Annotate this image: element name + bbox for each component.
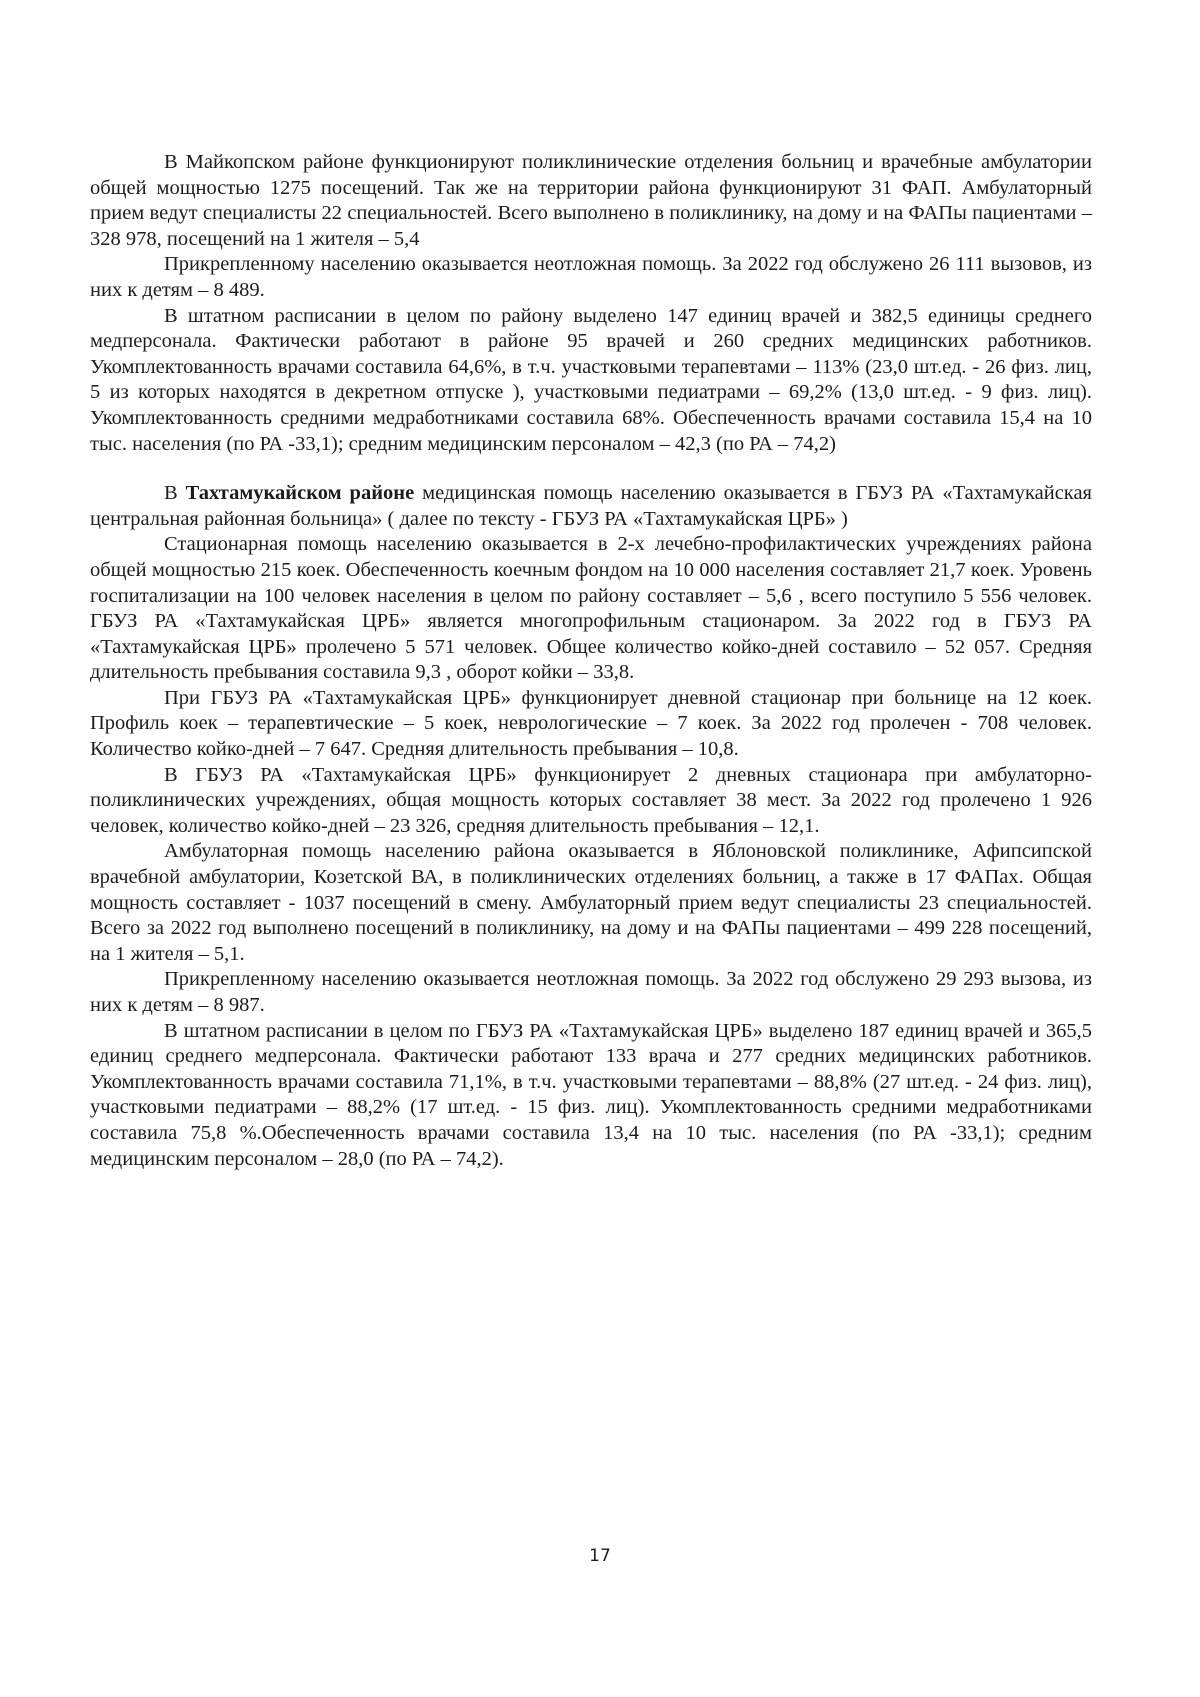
page-number: 17	[589, 1546, 611, 1566]
paragraph-outpatient: Амбулаторная помощь населению района оказывается в Яблоновской поликлинике, Афипсипской врачебной амбулатории, Козетской ВА, в поликлинических отделениях больниц, а также в 17 ФАПах. Общая мощность составляет - 1037 посещений в смену. Амбулаторный прием ведут специалисты 23 специальностей. Всего за 2022 год выполнено посещений в поликлинику, на дому и на ФАПы пациентами – 499 228 посещений, на 1 жителя – 5,1.	[90, 840, 1092, 965]
paragraph-maikop-outpatient: В Майкопском районе функционируют поликлинические отделения больниц и врачебные амбулатории общей мощностью 1275 посещений. Так же на территории района функционируют 31 ФАП. Амбулаторный прием ведут специалисты 22 специальностей. Всего выполнено в поликлинику, на дому и на ФАПы пациентами – 328 978, посещений на 1 жителя – 5,4	[90, 151, 1092, 250]
paragraph-takhtamukay-intro	[90, 481, 1092, 532]
section-lead: В	[164, 482, 186, 505]
section-gap	[90, 457, 1092, 481]
paragraph-inpatient: Стационарная помощь населению оказывается в 2-х лечебно-профилактических учреждениях района общей мощностью 215 коек. Обеспеченность коечным фондом на 10 000 населения составляет 21,7 коек. Уровень госпитализации на 100 человек населения в целом по району составляет – 5,6 , всего поступило 5 556 человек. ГБУЗ РА «Тахтамукайская ЦРБ» является многопрофильным стационаром. За 2022 год в ГБУЗ РА «Тахтамукайская ЦРБ» пролечено 5 571 человек. Общее количество койко-дней составило – 52 057. Средняя длительность пребывания составила 9,3 , оборот койки – 33,8.	[90, 533, 1092, 684]
document-page	[90, 150, 1092, 1172]
section-heading-takhtamukay: Тахтамукайском районе	[185, 482, 415, 505]
paragraph-maikop-emergency: Прикрепленному населению оказывается неотложная помощь. За 2022 год обслужено 26 111 вызовов, из них к детям – 8 489.	[90, 253, 1092, 301]
paragraph-day-hospital: При ГБУЗ РА «Тахтамукайская ЦРБ» функционирует дневной стационар при больнице на 12 коек. Профиль коек – терапевтические – 5 коек, неврологические – 7 коек. За 2022 год пролечен - 708 человек. Количество койко-дней – 7 647. Средняя длительность пребывания – 10,8.	[90, 686, 1092, 761]
paragraph-maikop-staffing: В штатном расписании в целом по району выделено 147 единиц врачей и 382,5 единицы среднего медперсонала. Фактически работают в районе 95 врачей и 260 средних медицинских работников. Укомплектованность врачами составила 64,6%, в т.ч. участковыми терапевтами – 113% (23,0 шт.ед. - 26 физ. лиц, 5 из которых находятся в декретном отпуске ), участковыми педиатрами – 69,2% (13,0 шт.ед. - 9 физ. лиц). Укомплектованность средними медработниками составила 68%. Обеспеченность врачами составила 15,4 на 10 тыс. населения (по РА -33,1); средним медицинским персоналом – 42,3 (по РА – 74,2)	[90, 304, 1092, 455]
paragraph-staffing: В штатном расписании в целом по ГБУЗ РА «Тахтамукайская ЦРБ» выделено 187 единиц врачей и 365,5 единиц среднего медперсонала. Фактически работают 133 врача и 277 средних медицинских работников. Укомплектованность врачами составила 71,1%, в т.ч. участковыми терапевтами – 88,8% (27 шт.ед. - 24 физ. лиц), участковыми педиатрами – 88,2% (17 шт.ед. - 15 физ. лиц). Укомплектованность средними медработниками составила 75,8 %.Обеспеченность врачами составила 13,4 на 10 тыс. населения (по РА -33,1); средним медицинским персоналом – 28,0 (по РА – 74,2).	[90, 1019, 1092, 1170]
paragraph-day-hospitals-outpatient: В ГБУЗ РА «Тахтамукайская ЦРБ» функционирует 2 дневных стационара при амбулаторно-поликлинических учреждениях, общая мощность которых составляет 38 мест. За 2022 год пролечено 1 926 человек, количество койко-дней – 23 326, средняя длительность пребывания – 12,1.	[90, 763, 1092, 837]
section-intro-text: медицинская помощь населению оказывается в ГБУЗ РА «Тахтамукайская центральная районная больница» ( далее по тексту - ГБУЗ РА «Тахтамукайская ЦРБ» )	[90, 482, 1092, 530]
paragraph-emergency: Прикрепленному населению оказывается неотложная помощь. За 2022 год обслужено 29 293 вызова, из них к детям – 8 987.	[90, 968, 1092, 1016]
